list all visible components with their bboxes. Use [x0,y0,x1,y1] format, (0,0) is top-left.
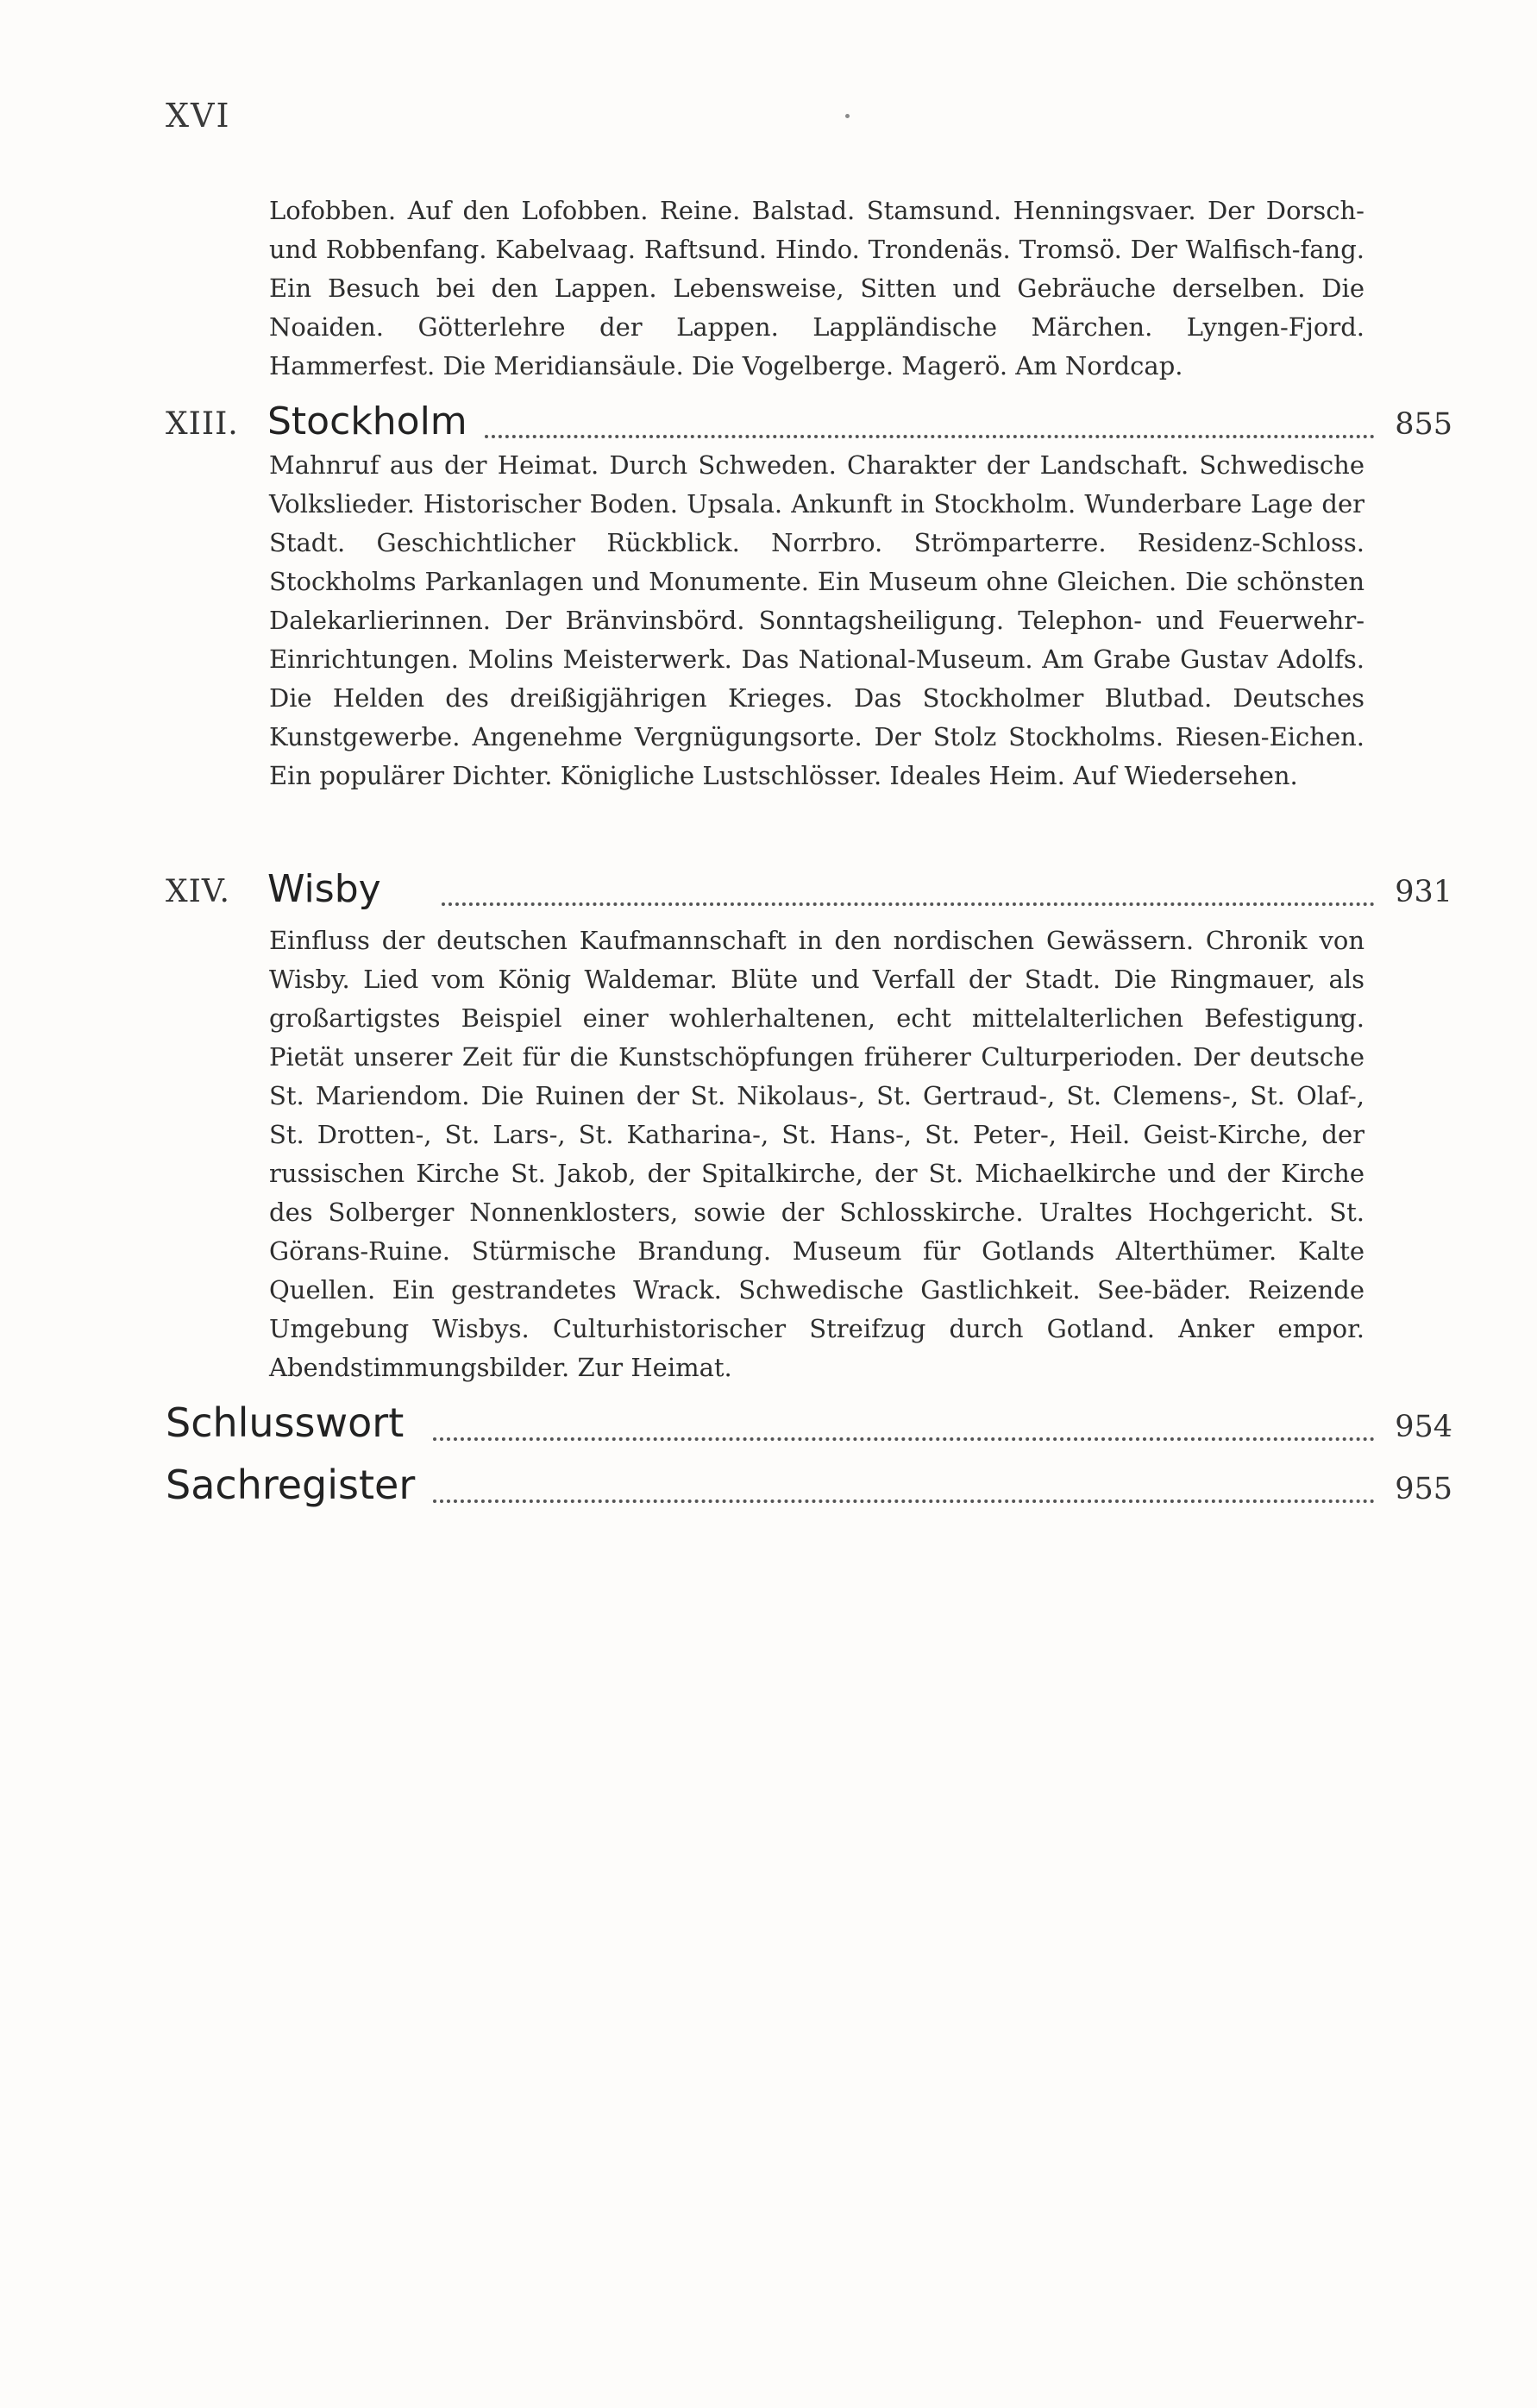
chapter-xii-summary: Lofobben. Auf den Lofobben. Reine. Balstad. Stamsund. Henningsvaer. Der Dorsch- und Robbenfang. Kabelvaag. Raftsund. Hindo. Trondenäs. Tromsö. Der Walfisch-fang. Ein Besuch bei den Lappen. Lebensweise, Sitten und Gebräuche derselben. Die Noaiden. Götterlehre der Lappen. Lappländische Märchen. Lyngen-Fjord. Hammerfest. Die Meridiansäule. Die Vogelberge. Magerö. Am Nordcap. [269,196,1364,380]
section-page-number: 954 [1395,1410,1452,1444]
chapter-xiii-summary: Mahnruf aus der Heimat. Durch Schweden. Charakter der Landschaft. Schwedische Volkslieder. Historischer Boden. Upsala. Ankunft in Stockholm. Wunderbare Lage der Stadt. Geschichtlicher Rückblick. Norrbro. Strömparterre. Residenz-Schloss. Stockholms Parkanlagen und Monumente. Ein Museum ohne Gleichen. Die schönsten Dalekarlierinnen. Der Bränvinsbörd. Sonntagsheiligung. Telephon- und Feuerwehr-Einrichtungen. Molins Meisterwerk. Das National-Museum. Am Grabe Gustav Adolfs. Die Helden des dreißigjährigen Krieges. Das Stockholmer Blutbad. Deutsches Kunstgewerbe. Angenehme Vergnügungsorte. Der Stolz Stockholms. Riesen-Eichen. Ein populärer Dichter. Königliche Lustschlösser. Ideales Heim. Auf Wiedersehen. [269,450,1364,790]
chapter-numeral: XIII. [166,406,239,442]
chapter-title: Wisby [267,867,381,911]
page-number: XVI [166,97,231,135]
section-title: Sachregister [166,1462,416,1508]
dot-leader [433,1499,1375,1503]
dot-leader [485,435,1375,438]
print-speck [845,114,850,118]
dot-leader [433,1437,1375,1441]
chapter-xiv-summary: Einfluss der deutschen Kaufmannschaft in den nordischen Gewässern. Chronik von Wisby. Lied vom König Waldemar. Blüte und Verfall der Stadt. Die Ringmauer, als großartigstes Beispiel einer wohlerhaltenen, echt mittelalterlichen Befestigung. Pietät unserer Zeit für die Kunstschöpfungen früherer Culturperioden. Der deutsche St. Mariendom. Die Ruinen der St. Nikolaus-, St. Gertraud-, St. Clemens-, St. Olaf-, St. Drotten-, St. Lars-, St. Katharina-, St. Hans-, St. Peter-, Heil. Geist-Kirche, der russischen Kirche St. Jakob, der Spitalkirche, der St. Michaelkirche und der Kirche des Solberger Nonnenklosters, sowie der Schlosskirche. Uraltes Hochgericht. St. Görans-Ruine. Stürmische Brandung. Museum für Gotlands Alterthümer. Kalte Quellen. Ein gestrandetes Wrack. Schwedische Gastlichkeit. See-bäder. Reizende Umgebung Wisbys. Culturhistorischer Streifzug durch Gotland. Anker empor. Abendstimmungsbilder. Zur Heimat. [269,926,1364,1382]
toc-entry-sachregister[interactable] [166,1460,1452,1512]
chapter-title: Stockholm [267,399,467,443]
chapter-numeral: XIV. [166,874,230,909]
section-title: Schlusswort [166,1399,405,1446]
toc-entry-wisby[interactable] [166,863,1452,915]
toc-entry-schlusswort[interactable] [166,1398,1452,1449]
chapter-page-number: 855 [1395,407,1452,442]
chapter-page-number: 931 [1395,875,1452,909]
dot-leader [442,902,1375,906]
toc-entry-stockholm[interactable] [166,395,1452,447]
section-page-number: 955 [1395,1472,1452,1506]
